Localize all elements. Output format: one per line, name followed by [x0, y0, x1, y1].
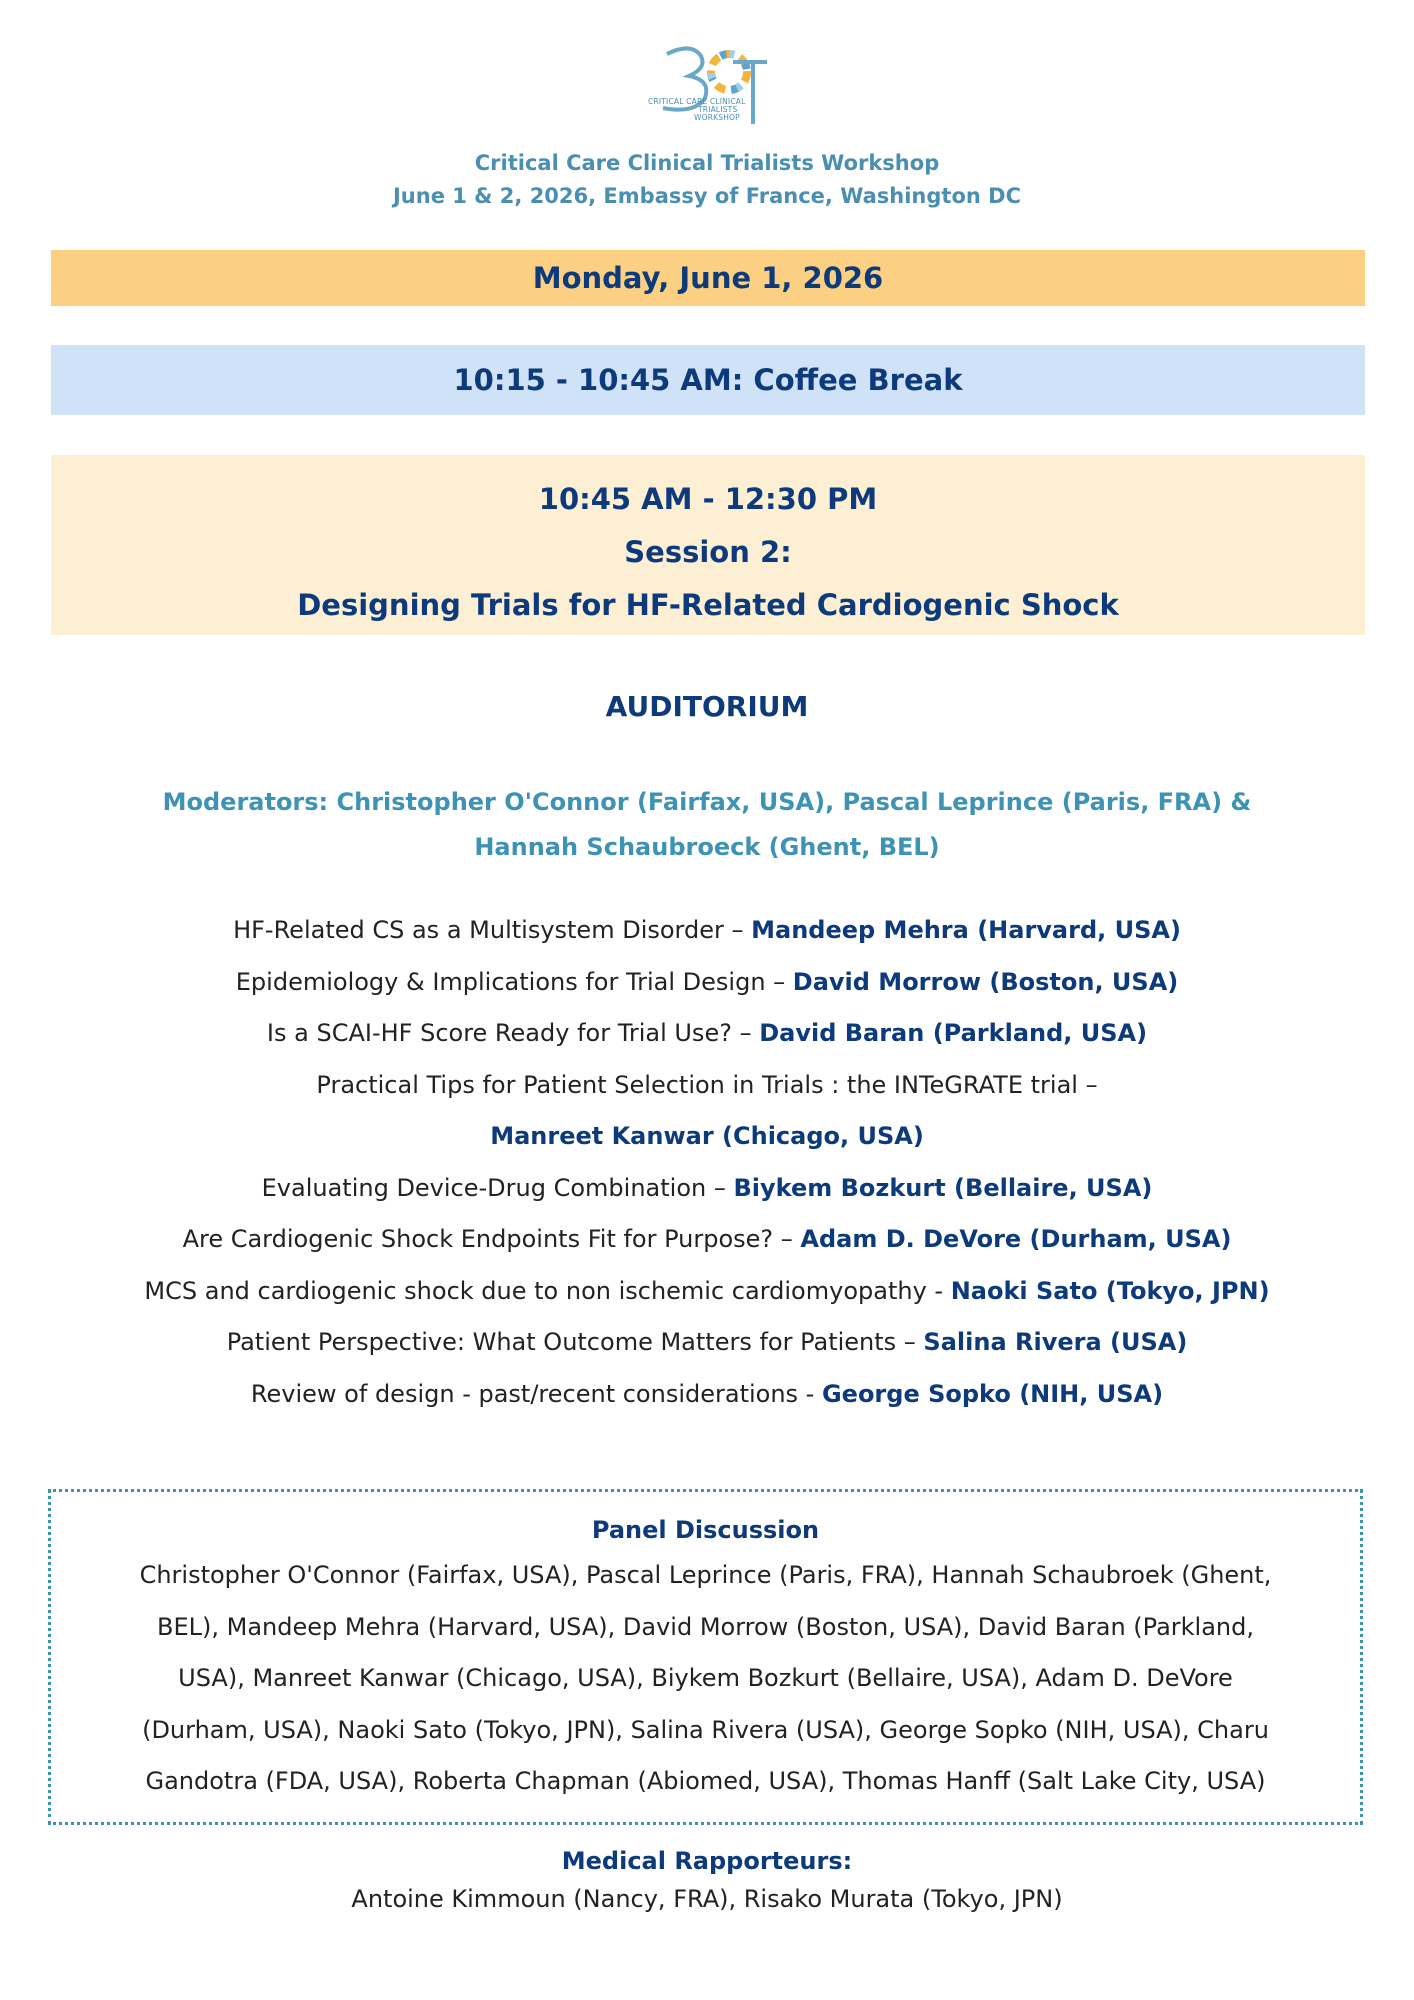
coffee-break-banner: 10:15 - 10:45 AM: Coffee Break: [51, 345, 1365, 415]
talk-speaker: Mandeep Mehra (Harvard, USA): [751, 916, 1181, 944]
talk-item-speaker-line: [0, 1111, 1414, 1163]
talk-list: [0, 905, 1414, 1420]
day-banner: Monday, June 1, 2026: [51, 250, 1365, 306]
talk-speaker: Adam D. DeVore (Durham, USA): [800, 1225, 1232, 1253]
logo-text: [648, 98, 768, 122]
talk-title: Practical Tips for Patient Selection in Trials : the INTeGRATE trial –: [316, 1070, 1098, 1099]
talk-item: [0, 1266, 1414, 1318]
talk-speaker: Naoki Sato (Tokyo, JPN): [950, 1276, 1270, 1305]
panel-title: Panel Discussion: [591, 1516, 820, 1544]
room-label: AUDITORIUM: [605, 690, 809, 723]
talk-speaker: Salina Rivera (USA): [923, 1328, 1188, 1356]
session-time: 10:45 AM - 12:30 PM: [538, 482, 878, 516]
talk-item: [0, 1008, 1414, 1060]
rapporteurs-title: Medical Rapporteurs:: [561, 1847, 853, 1875]
logo-line-1: CRITICAL CARE CLINICAL: [648, 97, 746, 106]
panel-line: Christopher O'Connor (Fairfax, USA), Pascal Leprince (Paris, FRA), Hannah Schaubroek (Ghent,: [139, 1561, 1272, 1589]
moderators-line-2: Hannah Schaubroeck (Ghent, BEL): [474, 833, 940, 861]
talk-title: Evaluating Device-Drug Combination –: [261, 1173, 734, 1202]
workshop-title: Critical Care Clinical Trialists Workshop: [474, 151, 940, 175]
talk-speaker: Biykem Bozkurt (Bellaire, USA): [733, 1173, 1153, 1202]
panel-members: [51, 1544, 1360, 1808]
panel-line: Gandotra (FDA, USA), Roberta Chapman (Abiomed, USA), Thomas Hanff (Salt Lake City, USA): [145, 1767, 1266, 1795]
talk-title: MCS and cardiogenic shock due to non ischemic cardiomyopathy -: [144, 1276, 951, 1305]
panel-line: BEL), Mandeep Mehra (Harvard, USA), David Morrow (Boston, USA), David Baran (Parkland,: [157, 1612, 1254, 1641]
talk-title: Epidemiology & Implications for Trial Design –: [235, 967, 793, 996]
talk-speaker: David Baran (Parkland, USA): [759, 1019, 1148, 1047]
session-title: Designing Trials for HF-Related Cardiogenic Shock: [297, 588, 1119, 622]
talk-speaker: Manreet Kanwar (Chicago, USA): [490, 1122, 924, 1150]
session-banner: [51, 455, 1365, 635]
talk-title: Patient Perspective: What Outcome Matters for Patients –: [226, 1328, 924, 1356]
talk-title: Review of design - past/recent considerations -: [250, 1379, 822, 1408]
session-number: Session 2:: [624, 535, 792, 569]
rapporteurs-names: Antoine Kimmoun (Nancy, FRA), Risako Murata (Tokyo, JPN): [351, 1885, 1063, 1913]
talk-item: [0, 1214, 1414, 1266]
moderators: [0, 780, 1414, 870]
talk-speaker: George Sopko (NIH, USA): [821, 1379, 1164, 1408]
logo-line-2: TRIALISTS: [698, 105, 738, 114]
moderators-line-1: Moderators: Christopher O'Connor (Fairfax, USA), Pascal Leprince (Paris, FRA) &: [162, 788, 1252, 816]
panel-line: USA), Manreet Kanwar (Chicago, USA), Biykem Bozkurt (Bellaire, USA), Adam D. DeVore: [178, 1664, 1233, 1692]
workshop-subtitle: June 1 & 2, 2026, Embassy of France, Washington DC: [392, 184, 1021, 208]
panel-line: (Durham, USA), Naoki Sato (Tokyo, JPN), Salina Rivera (USA), George Sopko (NIH, USA), Charu: [142, 1715, 1269, 1744]
talk-item: [0, 1163, 1414, 1215]
talk-item: [0, 905, 1414, 957]
talk-item: [0, 1317, 1414, 1369]
talk-speaker: David Morrow (Boston, USA): [792, 967, 1179, 996]
talk-item: [0, 1369, 1414, 1421]
talk-title: Is a SCAI-HF Score Ready for Trial Use? –: [266, 1019, 760, 1047]
logo-line-3: WORKSHOP: [694, 113, 740, 122]
talk-title: Are Cardiogenic Shock Endpoints Fit for Purpose? –: [182, 1225, 801, 1253]
talk-item: [0, 1060, 1414, 1112]
talk-item: [0, 957, 1414, 1009]
talk-title: HF-Related CS as a Multisystem Disorder –: [233, 916, 752, 944]
panel-discussion-box: [48, 1489, 1363, 1825]
